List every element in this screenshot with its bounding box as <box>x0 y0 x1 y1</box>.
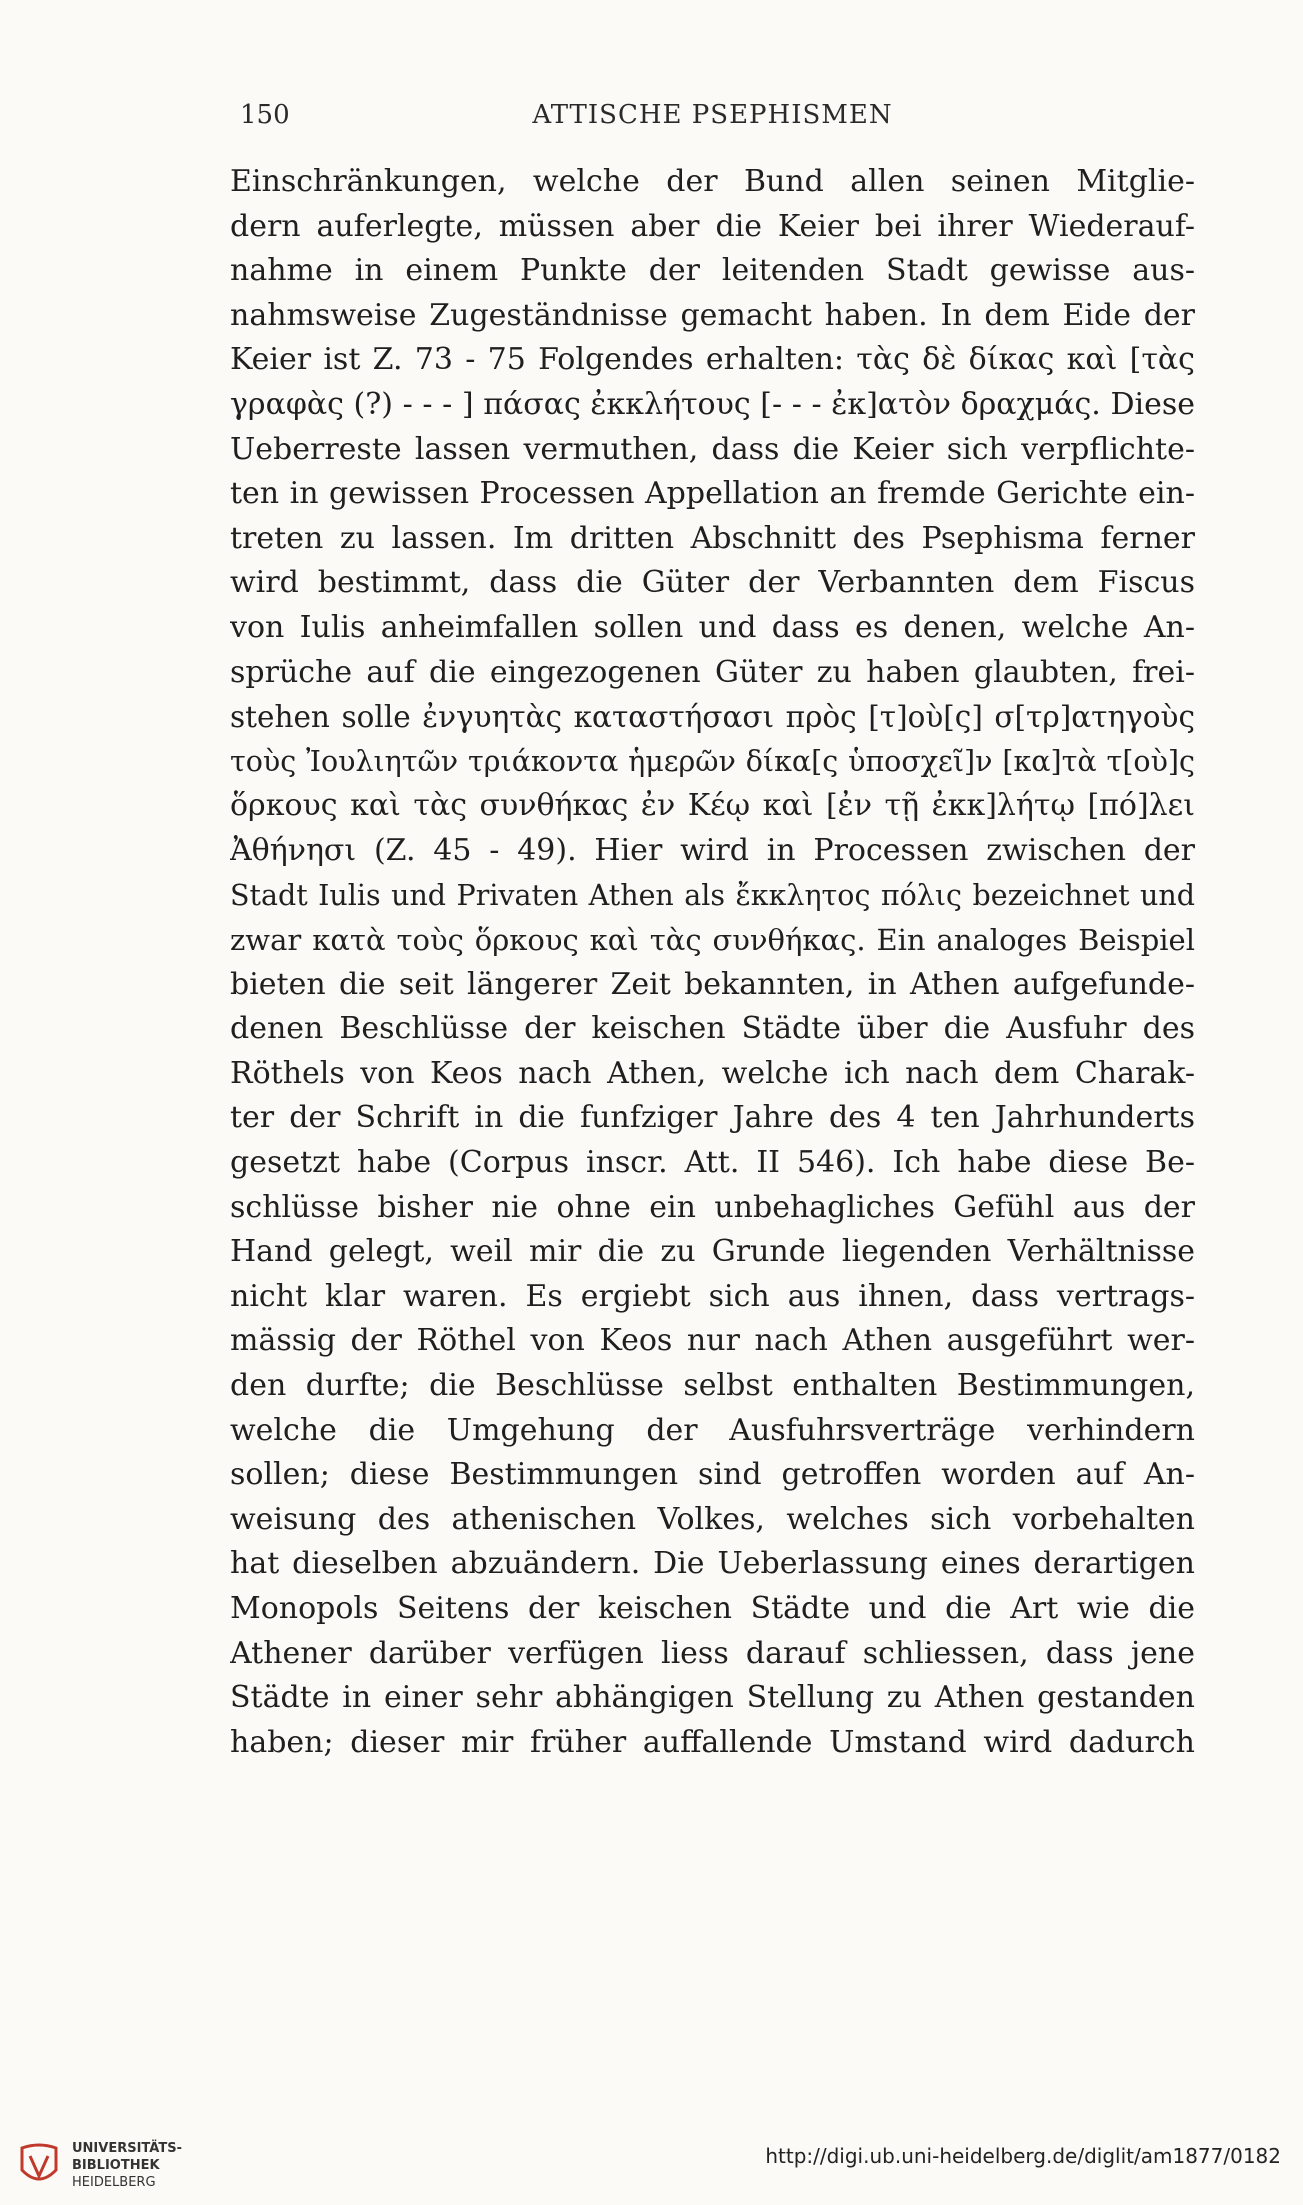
text-line: Städte in einer sehr abhängigen Stellung zu Athen gestanden <box>230 1680 1195 1716</box>
text-line: ter der Schrift in die funfziger Jahre des 4 ten Jahrhunderts <box>230 1100 1195 1136</box>
text-line: Hand gelegt, weil mir die zu Grunde liegenden Verhältnisse <box>230 1234 1195 1270</box>
text-line: Athener darüber verfügen liess darauf schliessen, dass jene <box>230 1635 1195 1671</box>
footer <box>0 2140 1303 2205</box>
text-line: den durfte; die Beschlüsse selbst enthalten Bestimmungen, <box>230 1368 1195 1404</box>
text-line: Stadt Iulis und Privaten Athen als ἔκκλητος πόλις bezeichnet und <box>230 878 1195 912</box>
text-line: sprüche auf die eingezogenen Güter zu haben glaubten, frei- <box>230 654 1195 690</box>
text-line: bieten die seit längerer Zeit bekannten, in Athen aufgefunde- <box>230 966 1195 1002</box>
text-line: welche die Umgehung der Ausfuhrsverträge verhindern <box>230 1412 1195 1448</box>
page-number: 150 <box>240 100 290 130</box>
text-line: Röthels von Keos nach Athen, welche ich nach dem Charak- <box>230 1055 1195 1091</box>
text-line: nahmsweise Zugeständnisse gemacht haben. In dem Eide der <box>230 297 1195 333</box>
text-line: τοὺς Ἰουλιητῶν τριάκοντα ἡμερῶν δίκα[ς ὑποσχεῖ]ν [κα]τὰ τ[οὺ]ς <box>230 744 1195 778</box>
text-line: nicht klar waren. Es ergiebt sich aus ihnen, dass vertrags- <box>230 1278 1195 1314</box>
logo-text-line-1: UNIVERSITÄTS- <box>72 2141 182 2156</box>
text-line: Keier ist Z. 73 - 75 Folgendes erhalten: τὰς δὲ δίκας καὶ [τὰς <box>230 342 1195 378</box>
text-line: treten zu lassen. Im dritten Abschnitt des Psephisma ferner <box>230 520 1195 556</box>
running-title: ATTISCHE PSEPHISMEN <box>532 100 893 130</box>
logo-text-line-2: BIBLIOTHEK <box>72 2158 160 2173</box>
text-line: denen Beschlüsse der keischen Städte über die Ausfuhr des <box>230 1011 1195 1047</box>
text-line: schlüsse bisher nie ohne ein unbehagliches Gefühl aus der <box>230 1189 1195 1225</box>
library-seal-icon <box>16 2142 62 2192</box>
text-line: mässig der Röthel von Keos nur nach Athen ausgeführt wer- <box>230 1323 1195 1359</box>
text-line: sollen; diese Bestimmungen sind getroffen worden auf An- <box>230 1457 1195 1493</box>
text-line: von Iulis anheimfallen sollen und dass es denen, welche An- <box>230 609 1195 645</box>
text-line: zwar κατὰ τοὺς ὅρκους καὶ τὰς συνθήκας. Ein analoges Beispiel <box>230 923 1195 958</box>
text-line: Ueberreste lassen vermuthen, dass die Keier sich verpflichte- <box>230 431 1195 467</box>
text-line: dern auferlegte, müssen aber die Keier bei ihrer Wiederauf- <box>230 208 1195 244</box>
text-line: stehen solle ἐνγυητὰς καταστήσασι πρὸς [τ]οὺ[ς] σ[τρ]ατηγοὺς <box>230 700 1195 735</box>
logo-text-line-3: HEIDELBERG <box>72 2175 156 2190</box>
text-line: γραφὰς (?) - - - ] πάσας ἐκκλήτους [- - - ἐκ]ατὸν δραχμάς. Diese <box>230 386 1195 422</box>
text-line: Ἀθήνησι (Z. 45 - 49). Hier wird in Processen zwischen der <box>230 832 1195 868</box>
running-head <box>230 100 1195 140</box>
text-line: Monopols Seitens der keischen Städte und die Art wie die <box>230 1591 1195 1626</box>
text-line: hat dieselben abzuändern. Die Ueberlassung eines derartigen <box>230 1546 1195 1582</box>
text-line: gesetzt habe (Corpus inscr. Att. II 546). Ich habe diese Be- <box>230 1145 1195 1181</box>
source-url-link[interactable]: http://digi.ub.uni-heidelberg.de/diglit/am1877/0182 <box>765 2144 1281 2168</box>
text-line: Einschränkungen, welche der Bund allen seinen Mitglie- <box>230 164 1195 199</box>
body-text <box>230 160 1195 1765</box>
text-line: ten in gewissen Processen Appellation an fremde Gerichte ein- <box>230 476 1195 512</box>
text-line: ὅρκους καὶ τὰς συνθήκας ἐν Κέῳ καὶ [ἐν τῇ ἐκκ]λήτῳ [πό]λει <box>230 788 1195 824</box>
text-line: wird bestimmt, dass die Güter der Verbannten dem Fiscus <box>230 565 1195 601</box>
library-logo <box>16 2140 206 2200</box>
text-line: weisung des athenischen Volkes, welches sich vorbehalten <box>230 1501 1195 1537</box>
text-line: haben; dieser mir früher auffallende Umstand wird dadurch <box>230 1724 1195 1760</box>
text-line: nahme in einem Punkte der leitenden Stadt gewisse aus- <box>230 253 1195 289</box>
